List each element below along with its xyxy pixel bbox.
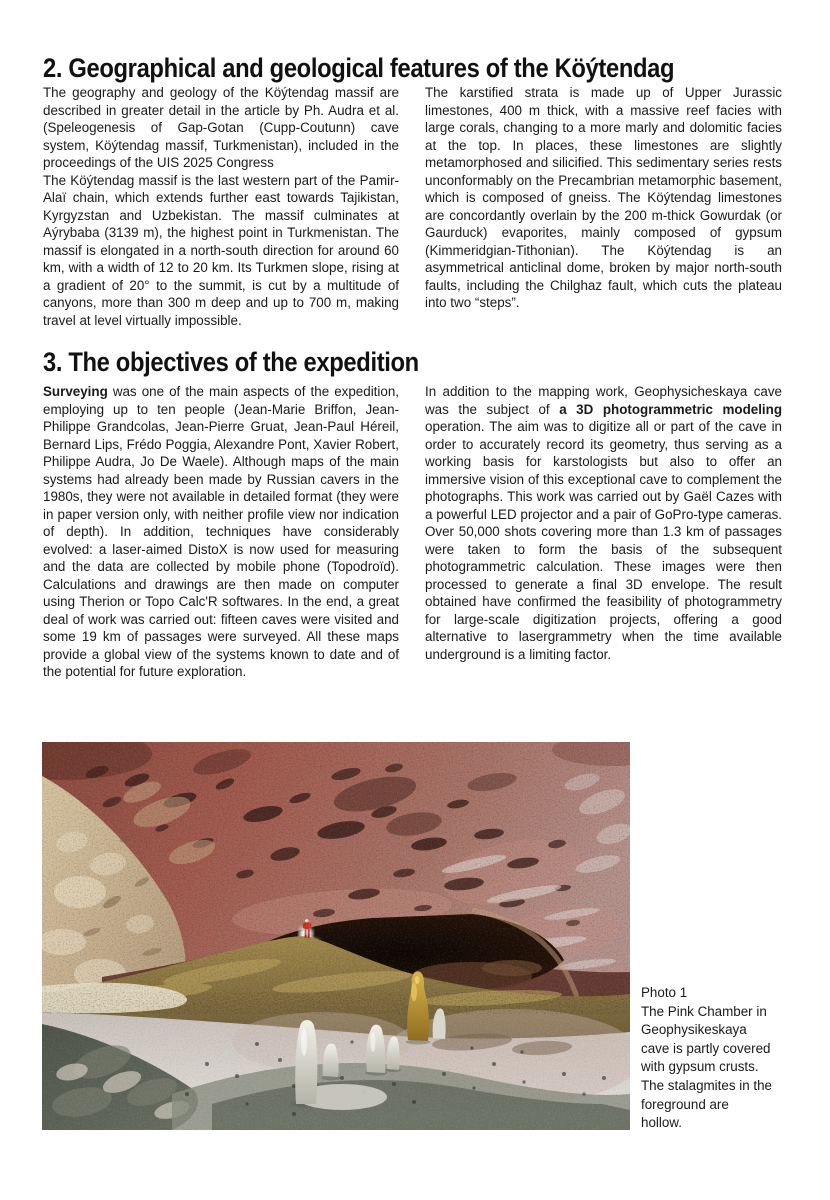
cave-photo <box>42 742 630 1130</box>
paragraph <box>425 383 782 663</box>
section-3-body <box>43 383 782 681</box>
paragraph: The Köýtendag massif is the last western part of the Pamir-Alaï chain, which extends further east towards Tajikistan, Kyrgyzstan and Uzbekistan. The massif culminates at Aýrybaba (3139 m), the highest point in Turkmenistan. The massif is elongated in a north-south direction for around 60 km, with a width of 12 to 20 km. Its Turkmen slope, rising at a gradient of 20° to the summit, is cut by a multitude of canyons, more than 300 m deep and up to 700 m, making travel at level virtually impossible. <box>43 172 399 328</box>
section-2-body <box>43 84 782 329</box>
caption-line: Geophysikeskaya <box>641 1022 747 1038</box>
text-run: In addition to the mapping work, Geophysicheskaya cave was the subject of <box>425 384 782 417</box>
section-2-left-column <box>43 84 399 329</box>
caption-line: foreground are <box>641 1096 729 1112</box>
paragraph: The geography and geology of the Köýtendag massif are described in greater detail in the article by Ph. Audra et al. (Speleogenesis of Gap-Gotan (Cupp-Coutunn) cave system, Köýtendag massif, Turkmenistan), included in the proceedings of the UIS 2025 Congress <box>43 85 399 170</box>
section-2-heading: 2. Geographical and geological features of the Köýtendag <box>43 53 675 83</box>
cave-photo-illustration <box>42 742 630 1130</box>
caption-line: cave is partly covered <box>641 1040 771 1056</box>
paragraph: The karstified strata is made up of Upper Jurassic limestones, 400 m thick, with a massive reef facies with large corals, changing to a more marly and dolomitic facies at the top. In places, these limestones are slightly metamorphosed and silicified. This sedimentary series rests unconformably on the Precambrian metamorphic basement, which is composed of gneiss. The Köýtendag limestones are concordantly overlain by the 200 m-thick Gowurdak (or Gaurduck) evaporites, mainly composed of gypsum (Kimmeridgian-Tithonian). The Köýtendag is an asymmetrical anticlinal dome, broken by major north-south faults, including the Chilghaz fault, which cuts the plateau into two “steps”. <box>425 85 782 310</box>
bold-run: Surveying <box>43 384 108 399</box>
section-3-left-column <box>43 383 399 681</box>
caption-line: The stalagmites in the <box>641 1077 772 1093</box>
text-run: was one of the main aspects of the expedition, employing up to ten people (Jean-Marie Briffon, Jean-Philippe Grandcolas, Jean-Pierre Gruat, Jean-Paul Héreil, Bernard Lips, Frédo Poggia, Alexandre Pont, Xavier Robert, Philippe Audra, Jo De Waele). Although maps of the main systems had already been made by Russian cavers in the 1980s, they were not available in detailed format (they were in paper version only, with neither profile view nor indication of depth). In addition, techniques have considerably evolved: a laser-aimed DistoX is now used for measuring and the data are collected by mobile phone (Topodroïd). Calculations and drawings are then made on computer using Therion or Topo Calc'R softwares. In the end, a great deal of work was carried out: fifteen caves were visited and some 19 km of passages were surveyed. All these maps provide a global view of the systems known to date and of the potential for future exploration. <box>43 384 399 679</box>
caption-line: with gypsum crusts. <box>641 1059 759 1075</box>
section-3-heading: 3. The objectives of the expedition <box>43 347 419 377</box>
paragraph <box>43 383 399 681</box>
photo-caption <box>641 984 801 1133</box>
caption-line: Photo 1 <box>641 985 688 1000</box>
section-2-right-column <box>425 84 782 329</box>
bold-run: a 3D photogrammetric modeling <box>559 401 782 417</box>
text-run: operation. The aim was to digitize all or part of the cave in order to accurately record its geometry, thus serving as a working basis for karstologists but also to offer an immersive vision of this exceptional cave to complement the photographs. This work was carried out by Gaël Cazes with a powerful LED projector and a pair of GoPro-type cameras. Over 50,000 shots covering more than 1.3 km of passages were taken to form the basis of the subsequent photogrammetric calculation. These images were then processed to generate a final 3D envelope. The result obtained have confirmed the feasibility of photogrammetry for large-scale digitization projects, offering a good alternative to lasergrammetry when the time available underground is a limiting factor. <box>425 419 782 662</box>
caption-line: The Pink Chamber in <box>641 1003 767 1019</box>
caption-line: hollow. <box>641 1115 682 1131</box>
section-3-right-column <box>425 383 782 681</box>
